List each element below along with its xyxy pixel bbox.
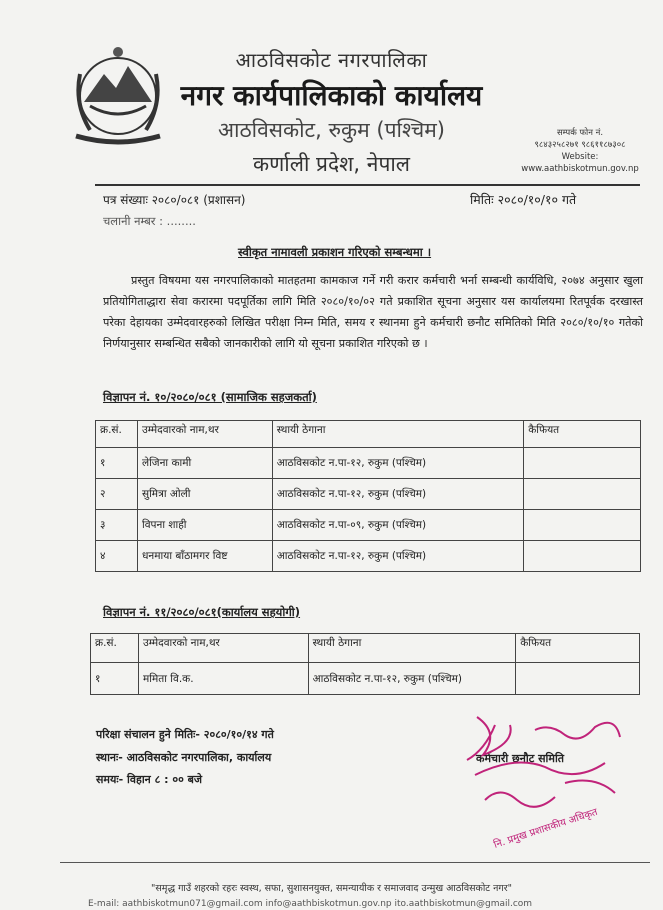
section-title-office-assistant: विज्ञापन नं. ११/२०८०/०८१(कार्यालय सहयोगी) — [103, 605, 301, 619]
table-row — [96, 479, 641, 510]
header-divider — [95, 184, 640, 186]
committee-signatory: कर्मचारी छनौट समिति — [476, 752, 565, 765]
address-cell: आठविसकोट न.पा-१२, रुकुम (पश्चिम) — [308, 663, 516, 695]
serial-cell: ३ — [96, 510, 138, 541]
office-name: नगर कार्यपालिकाको कार्यालय — [180, 79, 483, 112]
name-cell: विपना शाही — [137, 510, 272, 541]
col-header-remarks: कैफियत — [524, 421, 641, 448]
serial-cell: १ — [91, 663, 139, 695]
candidate-table-office-assistant — [90, 633, 640, 695]
table-row — [91, 663, 640, 695]
signature-stamp-icon — [455, 705, 630, 855]
remarks-cell — [516, 663, 640, 695]
website-url: www.aathbiskotmun.gov.np — [521, 164, 639, 174]
exam-date: परिक्षा संचालन हुने मितिः- २०८०/१०/१४ गते — [96, 728, 274, 741]
letter-date: मितिः २०८०/१०/१० गते — [470, 192, 577, 207]
table-row — [96, 448, 641, 479]
serial-cell: ४ — [96, 541, 138, 572]
col-header-serial: क्र.सं. — [96, 421, 138, 448]
col-header-serial: क्र.सं. — [91, 634, 139, 663]
exam-venue: स्थानः- आठविसकोट नगरपालिका, कार्यालय — [96, 751, 272, 764]
address-cell: आठविसकोट न.पा-१२, रुकुम (पश्चिम) — [272, 479, 523, 510]
address-cell: आठविसकोट न.पा-१२, रुकुम (पश्चिम) — [272, 541, 523, 572]
address-cell: आठविसकोट न.पा-१२, रुकुम (पश्चिम) — [272, 448, 523, 479]
remarks-cell — [524, 448, 641, 479]
notice-body: प्रस्तुत विषयमा यस नगरपालिकाको मातहतमा कामकाज गर्ने गरी करार कर्मचारी भर्ना सम्बन्धी कार्यविधि, २०७४ अनुसार खुला प्रतियोगिताद्धारा सेवा करारमा पदपूर्तिका लागि मिति २०८०/१०/०२ गते प्रकाशित सूचना अनुसार यस कार्यालयमा रितपूर्वक दरखास्त परेका देहायका उम्मेदवारहरुको लिखित परीक्षा निम्न मिति, समय र स्थानमा हुने कर्मचारी छनौट समितिको मिति २०८०/१०/१० गतेको निर्णयानुसार सम्बन्धित सबैको जानकारीको लागि यो सूचना प्रकाशित गरिएको छ । — [103, 274, 643, 350]
serial-cell: १ — [96, 448, 138, 479]
col-header-name: उम्मेदवारको नाम,थर — [138, 634, 308, 663]
name-cell: लेजिना कामी — [137, 448, 272, 479]
contact-label: सम्पर्क फोन नं. — [556, 128, 604, 138]
contact-phones: ९८४३२५८२७१ ९८६११८७३०८ — [534, 140, 626, 150]
remarks-cell — [524, 510, 641, 541]
footer-emails: E-mail: aathbiskotmun071@gmail.com info@aathbiskotmun.gov.np ito.aathbiskotmun@gmail.com — [88, 899, 533, 909]
office-address: आठविसकोट, रुकुम (पश्चिम) — [218, 118, 445, 142]
exam-time: समयः- विहान ८ : ०० बजे — [96, 773, 203, 786]
name-cell: धनमाया बाँठामगर विष्ट — [137, 541, 272, 572]
stamp-text: नि. प्रमुख प्रशासकीय अधिकृत — [492, 806, 599, 851]
footer-motto: "समृद्ध गाउँ शहरको रहरः स्वस्थ, सफा, सुशासनयुक्त, समन्यायीक र समाजवाद उन्मुख आठविसकोट नगर" — [151, 883, 512, 894]
letter-number: पत्र संख्याः २०८०/०८१ (प्रशासन) — [103, 193, 246, 207]
table-header-row — [96, 421, 641, 448]
col-header-address: स्थायी ठेगाना — [272, 421, 523, 448]
table-header-row — [91, 634, 640, 663]
table-row — [96, 510, 641, 541]
name-cell: सुमित्रा ओली — [137, 479, 272, 510]
name-cell: ममिता वि.क. — [138, 663, 308, 695]
candidate-table-social-facilitator — [95, 420, 641, 572]
section-title-social-facilitator: विज्ञापन नं. १०/२०८०/०८१ (सामाजिक सहजकर्ता) — [103, 390, 317, 404]
contact-block — [500, 127, 660, 175]
serial-cell: २ — [96, 479, 138, 510]
address-cell: आठविसकोट न.पा-०९, रुकुम (पश्चिम) — [272, 510, 523, 541]
subject-line: स्वीकृत नामावली प्रकाशन गरिएको सम्बन्धमा । — [238, 245, 432, 259]
municipality-name: आठविसकोट नगरपालिका — [235, 48, 428, 72]
website-label: Website: — [561, 152, 599, 162]
remarks-cell — [524, 541, 641, 572]
col-header-name: उम्मेदवारको नाम,थर — [137, 421, 272, 448]
dispatch-number: चलानी नम्बर : ........ — [103, 214, 196, 228]
remarks-cell — [524, 479, 641, 510]
province-country: कर्णाली प्रदेश, नेपाल — [252, 152, 411, 176]
col-header-address: स्थायी ठेगाना — [308, 634, 516, 663]
table-row — [96, 541, 641, 572]
col-header-remarks: कैफियत — [516, 634, 640, 663]
footer-divider — [60, 862, 650, 863]
